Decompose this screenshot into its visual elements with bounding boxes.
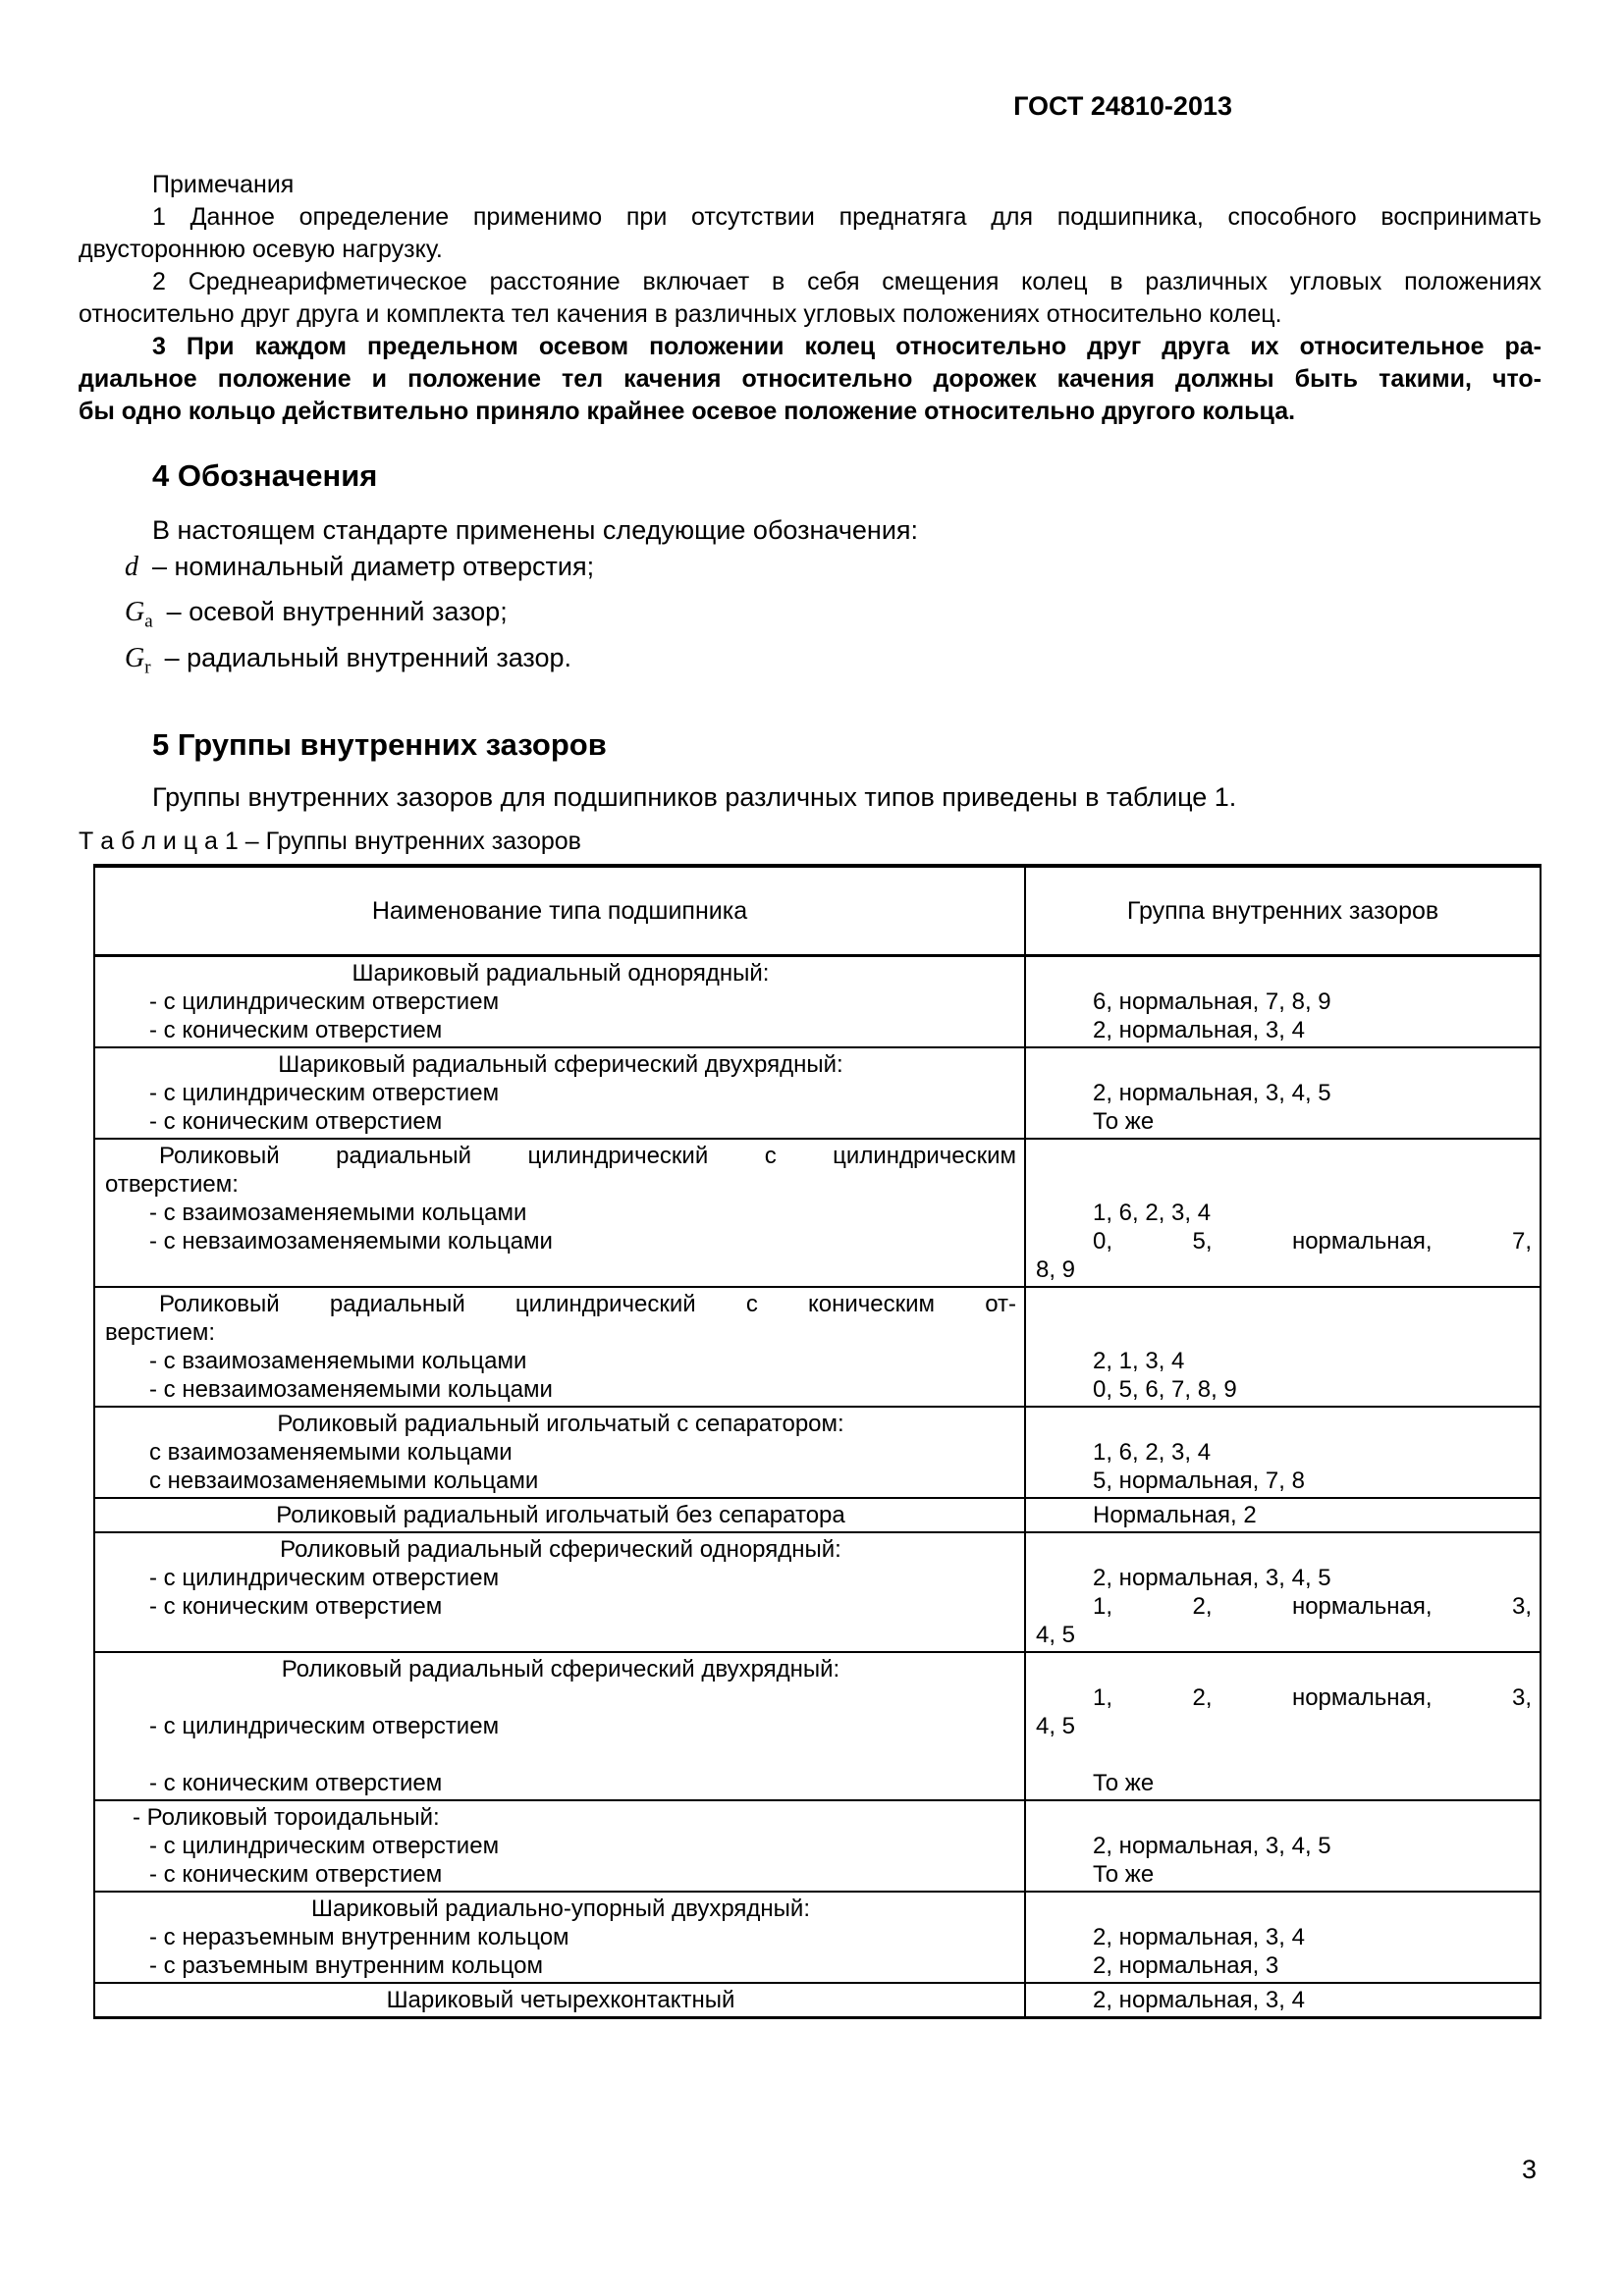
- note-1-line: 1 Данное определение применимо при отсутствии преднатяга для подшипника, способного воспринимать: [152, 203, 1542, 231]
- table-line: 2, нормальная, 3, 4: [1093, 1924, 1305, 1951]
- table-line: - с цилиндрическим отверстием: [149, 1713, 500, 1740]
- table-line: [1036, 1410, 1532, 1438]
- section-4-heading: 4 Обозначения: [152, 458, 378, 493]
- table-line: 2, нормальная, 3, 4, 5: [1093, 1080, 1331, 1107]
- notation-item: [79, 549, 1542, 594]
- note-3-line: диальное положение и положение тел качения относительно дорожек качения должны быть такими, что-: [79, 365, 1542, 393]
- notation-item: [79, 640, 1542, 685]
- table-row: [95, 1893, 1540, 1984]
- type-name-cell: [95, 1499, 1026, 1531]
- table-line: Роликовый радиальный сферический однорядный:: [280, 1536, 841, 1564]
- table-line: 4, 5: [1036, 1713, 1076, 1740]
- table-line: 6, нормальная, 7, 8, 9: [1093, 988, 1331, 1016]
- notation-list: [79, 549, 1542, 685]
- table-line: - с коническим отверстием: [149, 1770, 443, 1797]
- clearance-groups-cell: [1026, 1499, 1540, 1531]
- table-body: [95, 957, 1540, 2016]
- table-line: 2, 1, 3, 4: [1093, 1348, 1185, 1375]
- type-name-cell: [95, 1653, 1026, 1799]
- table-row: [95, 1048, 1540, 1140]
- table-row: [95, 1984, 1540, 2016]
- table-row: [95, 1408, 1540, 1499]
- table-line: Шариковый четырехконтактный: [386, 1987, 735, 2014]
- notation-subscript: r: [144, 657, 151, 678]
- table-line: 5, нормальная, 7, 8: [1093, 1468, 1305, 1495]
- type-name-cell: [95, 1140, 1026, 1286]
- clearance-groups-cell: [1026, 1533, 1540, 1651]
- table-line: отверстием:: [105, 1171, 239, 1199]
- notation-symbol: $G_a$: [125, 597, 153, 632]
- table-line: - с цилиндрическим отверстием: [149, 1565, 500, 1592]
- table-line: с взаимозаменяемыми кольцами: [149, 1439, 513, 1467]
- table-line: [1036, 1803, 1532, 1832]
- page-number: 3: [1521, 2155, 1537, 2184]
- notation-symbol: d: [125, 552, 138, 582]
- type-name-cell: [95, 957, 1026, 1046]
- table-line: [1036, 1895, 1532, 1923]
- table-line: - с разъемным внутренним кольцом: [149, 1952, 543, 1980]
- section-4-intro: В настоящем стандарте применены следующие обозначения:: [152, 515, 919, 545]
- note-1-line: двустороннюю осевую нагрузку.: [79, 236, 443, 263]
- table-line: 2, нормальная, 3, 4: [1093, 1987, 1305, 2014]
- clearance-groups-table: [93, 864, 1542, 2019]
- type-name-cell: [95, 1801, 1026, 1891]
- table-line: 2, нормальная, 3, 4: [1093, 1017, 1305, 1044]
- table-line: - с цилиндрическим отверстием: [149, 1080, 500, 1107]
- doc-number: ГОСТ 24810-2013: [1013, 91, 1232, 121]
- table-row: [95, 1140, 1540, 1288]
- table-line: - с цилиндрическим отверстием: [149, 1833, 500, 1860]
- notation-item: [79, 594, 1542, 639]
- table-line: с невзаимозаменяемыми кольцами: [149, 1468, 539, 1495]
- clearance-groups-cell: [1026, 1288, 1540, 1406]
- table-line: 1, 2, нормальная, 3,: [1093, 1593, 1532, 1621]
- clearance-groups-cell: [1026, 1048, 1540, 1138]
- table-line: [1036, 1050, 1532, 1079]
- clearance-groups-cell: [1026, 1140, 1540, 1286]
- table-caption: Т а б л и ц а 1 – Группы внутренних зазоров: [79, 828, 581, 856]
- table-row: [95, 957, 1540, 1048]
- table-line: 1, 2, нормальная, 3,: [1093, 1684, 1532, 1712]
- clearance-groups-cell: [1026, 957, 1540, 1046]
- notation-symbol: $G_r$: [125, 642, 151, 678]
- table-line: 1, 6, 2, 3, 4: [1093, 1439, 1212, 1467]
- notation-definition: – номинальный диаметр отверстия;: [152, 552, 595, 581]
- table-line: [1036, 1740, 1532, 1769]
- table-line: Роликовый радиальный игольчатый без сепаратора: [276, 1502, 845, 1529]
- table-line: То же: [1093, 1108, 1155, 1136]
- table-line: [1036, 1290, 1532, 1318]
- section-5-intro: Группы внутренних зазоров для подшипников различных типов приведены в таблице 1.: [152, 782, 1237, 813]
- clearance-groups-cell: [1026, 1893, 1540, 1982]
- clearance-groups-cell: [1026, 1801, 1540, 1891]
- table-line: 4, 5: [1036, 1622, 1076, 1649]
- table-line: [1036, 1142, 1532, 1170]
- table-line: Роликовый радиальный цилиндрический с коническим от-: [159, 1291, 1016, 1318]
- table-header-row: [95, 868, 1540, 957]
- table-header-type: Наименование типа подшипника: [95, 868, 1026, 954]
- note-2-line: относительно друг друга и комплекта тел качения в различных угловых положениях относительно колец.: [79, 300, 1282, 328]
- type-name-cell: [95, 1533, 1026, 1651]
- type-name-cell: [95, 1048, 1026, 1138]
- notation-definition: – радиальный внутренний зазор.: [164, 642, 572, 672]
- table-line: 2, нормальная, 3, 4, 5: [1093, 1565, 1331, 1592]
- table-line: - с коническим отверстием: [149, 1593, 443, 1621]
- type-name-cell: [95, 1408, 1026, 1497]
- table-line: - с взаимозаменяемыми кольцами: [149, 1200, 527, 1227]
- table-line: - Роликовый тороидальный:: [133, 1804, 440, 1832]
- table-row: [95, 1533, 1540, 1653]
- table-line: 8, 9: [1036, 1256, 1076, 1284]
- table-line: 0, 5, нормальная, 7,: [1093, 1228, 1532, 1255]
- table-line: 2, нормальная, 3, 4, 5: [1093, 1833, 1331, 1860]
- section-5-heading: 5 Группы внутренних зазоров: [152, 727, 607, 763]
- table-line: Шариковый радиальный однорядный:: [352, 960, 770, 988]
- table-line: Роликовый радиальный игольчатый с сепаратором:: [277, 1411, 844, 1438]
- table-header-groups: Группа внутренних зазоров: [1126, 896, 1439, 925]
- table-line: То же: [1093, 1770, 1155, 1797]
- table-line: Шариковый радиальный сферический двухрядный:: [278, 1051, 843, 1079]
- notes-title: Примечания: [152, 171, 295, 198]
- table-row: [95, 1288, 1540, 1408]
- note-3-line: бы одно кольцо действительно приняло крайнее осевое положение относительно другого кольца.: [79, 398, 1296, 425]
- table-line: Шариковый радиально-упорный двухрядный:: [311, 1896, 810, 1923]
- table-line: [105, 1683, 1016, 1712]
- table-line: То же: [1093, 1861, 1155, 1889]
- notes-block: [79, 169, 1542, 428]
- table-row: [95, 1801, 1540, 1893]
- note-3-line: 3 При каждом предельном осевом положении колец относительно друг друга их относительное ра-: [152, 333, 1542, 360]
- table-line: - с коническим отверстием: [149, 1861, 443, 1889]
- table-line: [105, 1740, 1016, 1769]
- clearance-groups-cell: [1026, 1408, 1540, 1497]
- table-line: Роликовый радиальный цилиндрический с цилиндрическим: [159, 1143, 1016, 1170]
- table-line: Роликовый радиальный сферический двухрядный:: [281, 1656, 840, 1683]
- type-name-cell: [95, 1288, 1026, 1406]
- table-line: - с коническим отверстием: [149, 1108, 443, 1136]
- table-line: [1036, 1655, 1532, 1683]
- table-line: [1036, 1535, 1532, 1564]
- clearance-groups-cell: [1026, 1653, 1540, 1799]
- table-row: [95, 1499, 1540, 1533]
- table-line: 2, нормальная, 3: [1093, 1952, 1279, 1980]
- table-line: Нормальная, 2: [1093, 1502, 1257, 1529]
- table-line: [1036, 959, 1532, 988]
- table-line: - с коническим отверстием: [149, 1017, 443, 1044]
- table-line: - с неразъемным внутренним кольцом: [149, 1924, 569, 1951]
- table-row: [95, 1653, 1540, 1801]
- type-name-cell: [95, 1893, 1026, 1982]
- table-line: - с цилиндрическим отверстием: [149, 988, 500, 1016]
- table-line: [1036, 1318, 1532, 1347]
- clearance-groups-cell: [1026, 1984, 1540, 2016]
- table-line: - с невзаимозаменяемыми кольцами: [149, 1376, 553, 1404]
- table-line: 0, 5, 6, 7, 8, 9: [1093, 1376, 1237, 1404]
- notation-definition: – осевой внутренний зазор;: [166, 597, 508, 627]
- type-name-cell: [95, 1984, 1026, 2016]
- table-line: верстием:: [105, 1319, 216, 1347]
- note-2-line: 2 Среднеарифметическое расстояние включает в себя смещения колец в различных угловых положениях: [152, 268, 1542, 295]
- table-line: - с невзаимозаменяемыми кольцами: [149, 1228, 553, 1255]
- table-line: - с взаимозаменяемыми кольцами: [149, 1348, 527, 1375]
- table-line: 1, 6, 2, 3, 4: [1093, 1200, 1212, 1227]
- table-line: [1036, 1170, 1532, 1199]
- notation-subscript: a: [144, 611, 153, 632]
